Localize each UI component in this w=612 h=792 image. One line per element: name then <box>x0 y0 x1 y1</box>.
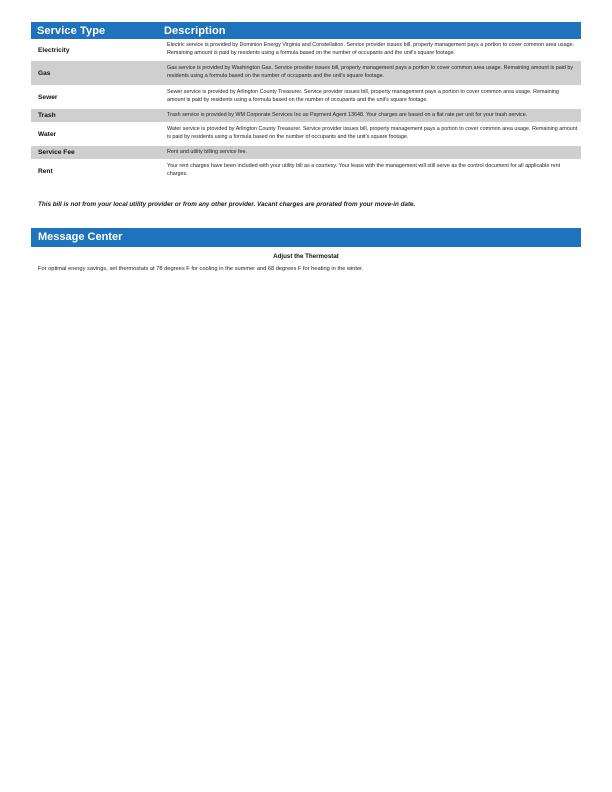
row-desc-rent: Your rent charges have been included with your utility bill as a courtesy. Your lease with the management will still serve as the control document for all applicable rent charges. <box>167 163 561 177</box>
service-type-table <box>31 22 581 183</box>
message-center-bar <box>31 228 581 247</box>
row-type-gas: Gas <box>38 69 51 77</box>
row-type-service-fee: Service Fee <box>38 149 75 156</box>
message-body: For optimal energy savings, set thermostats at 78 degrees F for cooling in the summer and 68 degrees F for heating in the winter. <box>38 266 364 272</box>
row-desc-sewer: Sewer service is provided by Arlington County Treasurer. Service provider issues bill, property management pays a portion to cover common area usage. Remaining amount is paid by residents using a formula based on the number of occupants and the unit's square footage. <box>167 89 559 103</box>
row-desc-gas: Gas service is provided by Washington Gas. Service provider issues bill, property management pays a portion to cover common area usage. Remaining amount is paid by residents using a formula based on the number of occupants and the unit's square footage. <box>167 65 574 79</box>
table-row <box>31 122 581 146</box>
table-row <box>31 109 581 122</box>
row-type-water: Water <box>38 130 57 138</box>
row-desc-service-fee: Rent and utility billing service fee. <box>167 148 248 155</box>
billing-disclaimer: This bill is not from your local utility provider or from any other provider. Vacant charges are prorated from your move-in date. <box>38 201 416 208</box>
header-description: Description <box>164 24 226 37</box>
row-desc-trash: Trash service is provided by WM Corporate Services Inc as Payment Agent 13648. Your charges are based on a flat rate per unit for your trash service. <box>167 111 528 118</box>
row-type-trash: Trash <box>38 112 56 119</box>
row-type-sewer: Sewer <box>38 93 58 101</box>
row-type-rent: Rent <box>38 167 53 175</box>
table-row <box>31 85 581 109</box>
table-row <box>31 61 581 85</box>
row-type-electricity: Electricity <box>38 46 70 54</box>
table-row <box>31 39 581 61</box>
row-desc-electricity: Electric service is provided by Dominion Energy Virginia and Constellation. Service provider issues bill, property management pays a portion to cover common area usage. Remaining amount is paid by residents using a formula based on the number of occupants and the unit's square footage. <box>167 42 575 56</box>
row-desc-water: Water service is provided by Arlington County Treasurer. Service provider issues bill, property management pays a portion to cover common area usage. Remaining amount is paid by residents using a formula based on the number of occupants and the unit's square footage. <box>167 126 578 140</box>
table-header-row <box>31 22 581 39</box>
header-service-type: Service Type <box>37 24 106 37</box>
message-center-title: Message Center <box>38 231 123 243</box>
table-row <box>31 146 581 159</box>
message-heading: Adjust the Thermostat <box>273 253 339 260</box>
table-row <box>31 159 581 183</box>
